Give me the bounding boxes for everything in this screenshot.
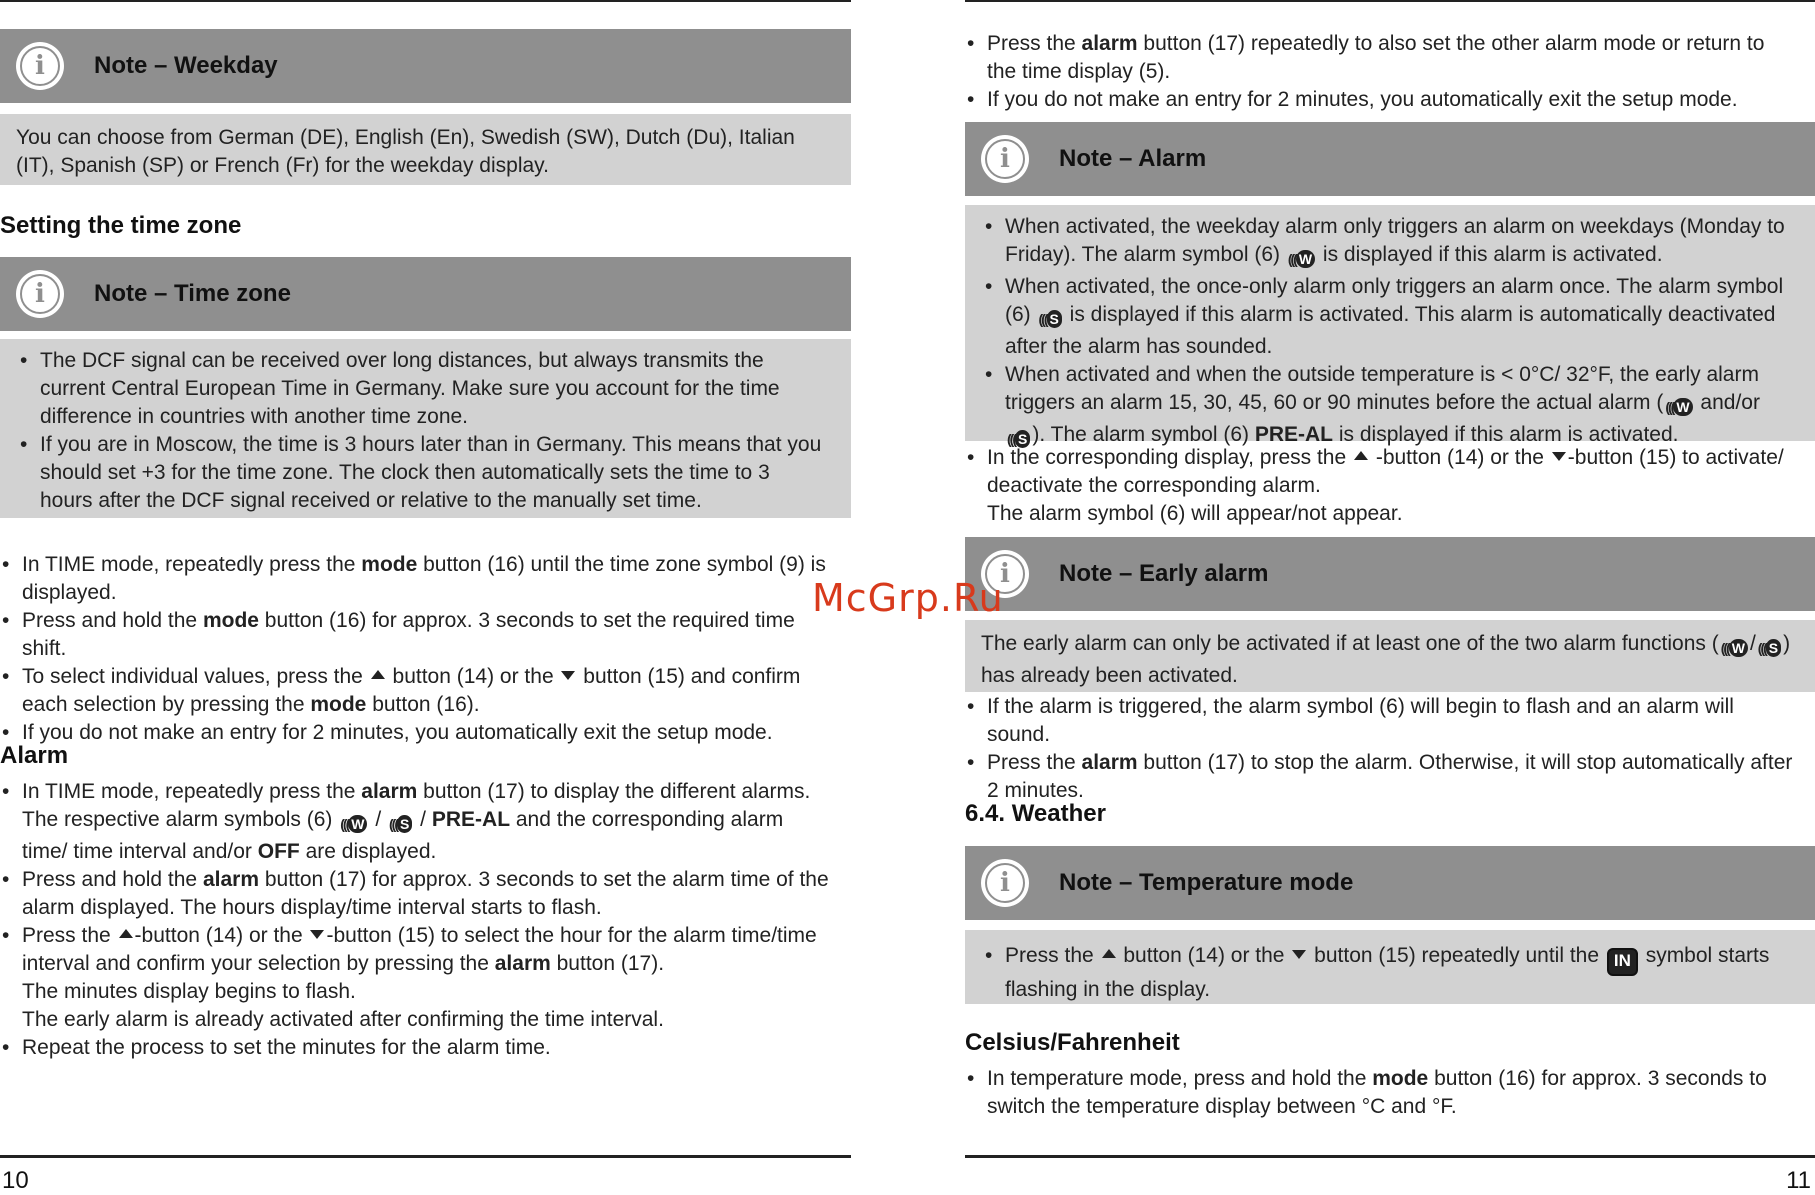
info-icon: i: [16, 42, 64, 90]
heading-alarm: Alarm: [0, 742, 69, 769]
note-early-alarm-body: The early alarm can only be activated if at least one of the two alarm functions ( ((( W / ((( S ) has already been activated.: [965, 620, 1815, 692]
note-early-alarm-title: Note – Early alarm: [1059, 560, 1269, 587]
list-item: • To select individual values, press the button (14) or the button (15) and confirm each selection by pressing the mode button (16).: [0, 663, 833, 719]
celsius-steps: [965, 1065, 1815, 1121]
single-alarm-icon: ((( S: [1039, 305, 1062, 333]
note-weekday-body: [0, 114, 851, 185]
note-alarm-header: [965, 122, 1815, 196]
info-icon: i: [981, 859, 1029, 907]
list-item: • Press and hold the alarm button (17) for approx. 3 seconds to set the alarm time of the alarm displayed. The hours display/time interval starts to flash.: [0, 866, 831, 922]
watermark: McGrp.Ru: [812, 576, 1004, 620]
note-time-zone-title: Note – Time zone: [94, 280, 291, 307]
heading-weather: 6.4. Weather: [965, 800, 1106, 827]
info-icon: i: [981, 135, 1029, 183]
note-alarm-body: [965, 205, 1815, 447]
list-item: • Press and hold the mode button (16) for approx. 3 seconds to set the required time shift.: [0, 607, 833, 663]
list-item: • Repeat the process to set the minutes for the alarm time.: [0, 1034, 831, 1062]
note-time-zone-header: [0, 257, 851, 331]
note-temperature-mode-title: Note – Temperature mode: [1059, 869, 1354, 896]
right-page: [965, 0, 1815, 1195]
top-rule: [0, 0, 851, 2]
left-page: [0, 0, 851, 1195]
list-item: • Press the button (14) or the button (15) repeatedly until the IN symbol starts flashing in the display.: [983, 942, 1787, 1004]
note-temperature-mode-header: [965, 846, 1815, 920]
list-item: • If you are in Moscow, the time is 3 hours later than in Germany. This means that you should set +3 for the time zone. The clock then automatically sets the time to 3 hours after the DCF signal received or relative to the manually set time.: [18, 431, 823, 515]
list-item: • When activated, the weekday alarm only triggers an alarm on weekdays (Monday to Friday). The alarm symbol (6) ((( W is displayed if this alarm is activated.: [983, 213, 1787, 273]
triangle-down-icon: [1552, 452, 1566, 461]
list-item: • In the corresponding display, press the -button (14) or the -button (15) to activate/ deactivate the corresponding alarm. The alarm symbol (6) will appear/not appear.: [965, 444, 1795, 528]
list-item: • If the alarm is triggered, the alarm symbol (6) will begin to flash and an alarm will sound.: [965, 693, 1801, 749]
weekday-alarm-icon: ((( W: [1665, 393, 1692, 421]
note-weekday-text: You can choose from German (DE), English (En), Swedish (SW), Dutch (Du), Italian (IT), Spanish (SP) or French (Fr) for the weekday display.: [16, 126, 795, 177]
indoor-symbol-icon: IN: [1607, 948, 1638, 976]
list-item: • In TIME mode, repeatedly press the mode button (16) until the time zone symbol (9) is displayed.: [0, 551, 833, 607]
top-rule: [965, 0, 1815, 2]
note-alarm-title: Note – Alarm: [1059, 145, 1207, 172]
single-alarm-icon: ((( S: [1758, 634, 1781, 662]
info-icon: i: [981, 550, 1029, 598]
triangle-down-icon: [561, 671, 575, 680]
note-time-zone-body: [0, 339, 851, 518]
list-item: • Press the -button (14) or the -button (15) to select the hour for the alarm time/time interval and confirm your selection by pressing the alarm button (17). The minutes display begins to flash. The early alarm is already activated after confirming the time interval.: [0, 922, 831, 1034]
time-zone-steps: [0, 551, 851, 747]
list-item: • Press the alarm button (17) repeatedly to also set the other alarm mode or return to the time display (5).: [965, 30, 1795, 86]
weekday-alarm-icon: ((( W: [1721, 634, 1748, 662]
list-item: • If you do not make an entry for 2 minutes, you automatically exit the setup mode.: [0, 719, 833, 747]
bottom-rule: [965, 1155, 1815, 1158]
triangle-down-icon: [1292, 950, 1306, 959]
weekday-alarm-icon: ((( W: [1288, 245, 1315, 273]
list-item: • In temperature mode, press and hold the mode button (16) for approx. 3 seconds to switch the temperature display between °C and °F.: [965, 1065, 1775, 1121]
note-early-alarm-header: [965, 537, 1815, 611]
page-number: 11: [1786, 1167, 1811, 1194]
list-item: • When activated, the once-only alarm only triggers an alarm once. The alarm symbol (6) ((( S is displayed if this alarm is activated. This alarm is automatically deactivated after the alarm has sounded.: [983, 273, 1787, 361]
alarm-mode-steps: [965, 30, 1815, 114]
list-item: • When activated and when the outside temperature is < 0°C/ 32°F, the early alarm triggers an alarm 15, 30, 45, 60 or 90 minutes before the actual alarm ( ((( W and/or ((( S ). The alarm symbol (6) PRE-AL is displayed if this alarm is activated.: [983, 361, 1787, 453]
bottom-rule: [0, 1155, 851, 1158]
triangle-down-icon: [310, 930, 324, 939]
triangle-up-icon: [1354, 451, 1368, 460]
heading-time-zone: Setting the time zone: [0, 212, 242, 239]
triangle-up-icon: [1102, 949, 1116, 958]
page-number: 10: [2, 1167, 29, 1194]
alarm-steps: [0, 778, 851, 1062]
activate-steps: [965, 444, 1815, 528]
weekday-alarm-icon: ((( W: [340, 810, 367, 838]
note-temperature-mode-body: [965, 930, 1815, 1004]
list-item: • Press the alarm button (17) to stop the alarm. Otherwise, it will stop automatically after 2 minutes.: [965, 749, 1801, 805]
list-item: • The DCF signal can be received over long distances, but always transmits the current Central European Time in Germany. Make sure you account for the time difference in countries with another time zone.: [18, 347, 823, 431]
single-alarm-icon: ((( S: [1007, 425, 1030, 453]
triangle-up-icon: [371, 670, 385, 679]
heading-celsius-fahrenheit: Celsius/Fahrenheit: [965, 1029, 1180, 1056]
note-weekday-header: [0, 29, 851, 103]
list-item: • In TIME mode, repeatedly press the alarm button (17) to display the different alarms. The respective alarm symbols (6) ((( W / ((( S / PRE-AL and the corresponding alarm time/ time interval and/or OFF are displayed.: [0, 778, 831, 866]
triangle-up-icon: [119, 929, 133, 938]
info-icon: i: [16, 270, 64, 318]
early-alarm-steps: [965, 693, 1815, 805]
list-item: • If you do not make an entry for 2 minutes, you automatically exit the setup mode.: [965, 86, 1795, 114]
single-alarm-icon: ((( S: [389, 810, 412, 838]
note-weekday-title: Note – Weekday: [94, 52, 278, 79]
